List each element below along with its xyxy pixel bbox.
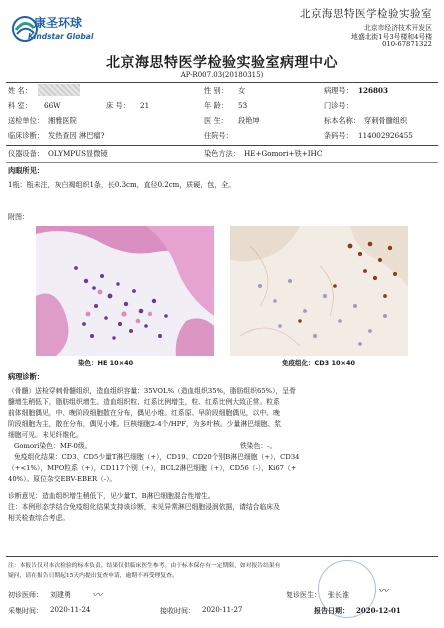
diag-line-5: 细胞可见。未见纤维化。 <box>8 431 83 439</box>
diag-line-2: 髓增生稍低下，脂肪组织增生。造血组织粒、红系比例增生，粒、红系比例大致正常。粒系 <box>8 398 280 406</box>
bed-label: 床 号： <box>106 101 130 110</box>
footer-note-1: 注：本报告仅对本次检验的标本负责。结果仅供临床医生参考。由于标本保存有一定期限，如对报告结果有 <box>8 563 281 569</box>
review-doctor-value: 张长淮 <box>328 591 349 599</box>
gross-heading: 肉眼所见： <box>8 166 44 175</box>
barcode-label: 条码号： <box>324 131 353 140</box>
diag-line-3: 前体细胞偶见，中、晚阶段细胞散在分布，偶见小堆。红系原、早阶段细胞偶见，以中、晚 <box>8 409 280 417</box>
doctor-label: 医 生： <box>204 116 228 125</box>
collect-time-value: 2020-11-24 <box>50 606 91 614</box>
report-title: 北京海思特医学检验实验室病理中心 <box>106 55 338 71</box>
diagnosis-heading: 病理诊断： <box>8 372 44 381</box>
hospital-label: 送检单位： <box>8 116 44 125</box>
row-instrument <box>8 147 436 160</box>
opinion-line-1: 诊断意见：造血组织增生稍低下，见少量T、B淋巴细胞混合性增生。 <box>8 492 215 500</box>
pathno-value: 126803 <box>358 86 389 95</box>
cd3-ihc-image <box>230 226 408 356</box>
address-line-2: 地盛北街1号3号楼和4号楼 <box>351 33 432 41</box>
dept-label: 科 室： <box>8 101 32 110</box>
reviewer-signature: 〰 <box>378 586 388 597</box>
receive-time-value: 2020-11-27 <box>202 606 243 614</box>
age-label: 年 龄： <box>204 101 228 110</box>
ihc-line-3: 40%）。原位杂交EBV-EBER（-）。 <box>8 475 117 483</box>
clinic-label: 门诊号： <box>324 101 353 110</box>
specimen-value: 穿刺骨髓组织 <box>364 116 408 125</box>
clinical-diag-label: 临床诊断： <box>8 131 44 140</box>
diag-line-1: （骨髓）送检穿刺骨髓组织，造血组织容量：35VOL%（造血组织35%，脂肪组织65%），呈骨 <box>8 387 296 395</box>
age-value: 53 <box>238 101 248 110</box>
doctor-value: 段艳坤 <box>238 116 260 125</box>
logo-en: Kindstar Global <box>28 32 94 41</box>
row-name <box>8 84 436 97</box>
receive-time-label: 接收时间： <box>160 607 195 615</box>
name-redacted <box>38 84 80 96</box>
stain-value: HE+Gomori+铁+IHC <box>244 149 323 158</box>
caption-cd3: 免疫组化：CD3 10×40 <box>282 359 355 367</box>
name-label: 姓 名： <box>8 86 32 95</box>
row-diagnosis <box>8 129 436 142</box>
row-hospital <box>8 114 436 127</box>
stain-label: 染色方法： <box>204 149 240 158</box>
dept-value: 66W <box>44 101 61 110</box>
inpatient-label: 住院号： <box>204 131 233 140</box>
footer-note-2: 疑问，请在报告日期起15天内提出复查申请，逾期不再受理复查。 <box>8 573 178 579</box>
collect-time-label: 采集时间： <box>8 607 43 615</box>
caption-he: 染色：HE 10×40 <box>78 359 134 367</box>
instrument-label: 仪器设备： <box>8 149 44 158</box>
initial-signature: 〰 <box>92 590 102 601</box>
he-stain-image <box>36 226 214 356</box>
gomori-result: Gomori染色：MF-0级。 <box>14 442 92 450</box>
initial-doctor-label: 初诊医师： <box>8 591 43 599</box>
diagnosis-body <box>8 386 434 524</box>
ihc-line-1: 免疫组化结果：CD3、CD5少量T淋巴细胞（+），CD19、CD20个别B淋巴细胞（+），CD34 <box>14 453 300 461</box>
logo-cn: 康圣环球 <box>34 16 83 30</box>
logo <box>10 12 130 48</box>
iron-result: 铁染色：-。 <box>240 442 277 450</box>
bed-value: 21 <box>140 101 150 110</box>
doc-code: AP-R007.03(20180315) <box>180 71 264 79</box>
diag-line-4: 阶段细胞为主，散在分布，偶见小堆。巨核细胞2-4个/HPF，为多叶核。少量淋巴细胞、浆 <box>8 420 282 428</box>
pathno-label: 病理号： <box>324 86 353 95</box>
opinion-line-2: 注：本例形态学结合免疫组化结果支持该诊断，未见异常淋巴细胞浸润依据，请结合临床及 <box>8 503 280 511</box>
gross-text: 1瓶：瓶未注，灰白褐组织1条，长0.3cm，直径0.2cm，质硬，包，全。 <box>8 181 236 189</box>
opinion-line-3: 相关检查综合考虑。 <box>8 514 70 522</box>
specimen-label: 标本名称： <box>324 116 360 125</box>
gender-value: 女 <box>238 86 246 95</box>
figures-label: 附图： <box>8 213 29 221</box>
diag-stain-line <box>8 441 434 452</box>
barcode-value: 114002926455 <box>358 131 413 140</box>
instrument-value: OLYMPUS显微镜 <box>48 149 108 158</box>
row-dept <box>8 99 436 112</box>
initial-doctor-value: 刘建勇 <box>50 591 71 599</box>
report-date-value: 2020-12-01 <box>356 606 401 615</box>
address-line-1: 北京市经济技术开发区 <box>364 24 432 32</box>
report-date-label: 报告日期： <box>314 606 349 615</box>
lab-name-top: 北京海思特医学检验实验室 <box>300 8 432 20</box>
review-doctor-label: 复诊医生： <box>286 591 321 599</box>
hospital-value: 湘雅医院 <box>48 116 77 125</box>
phone: 010-67871322 <box>382 40 432 48</box>
ihc-line-2: （+<1%），MPO粒系（+），CD117个别（+），BCL2淋巴细胞（+），CD56（-），Ki67（+ <box>8 464 297 472</box>
clinical-diag-value: 发热查因 淋巴瘤? <box>48 131 105 140</box>
gender-label: 性 别： <box>204 86 228 95</box>
